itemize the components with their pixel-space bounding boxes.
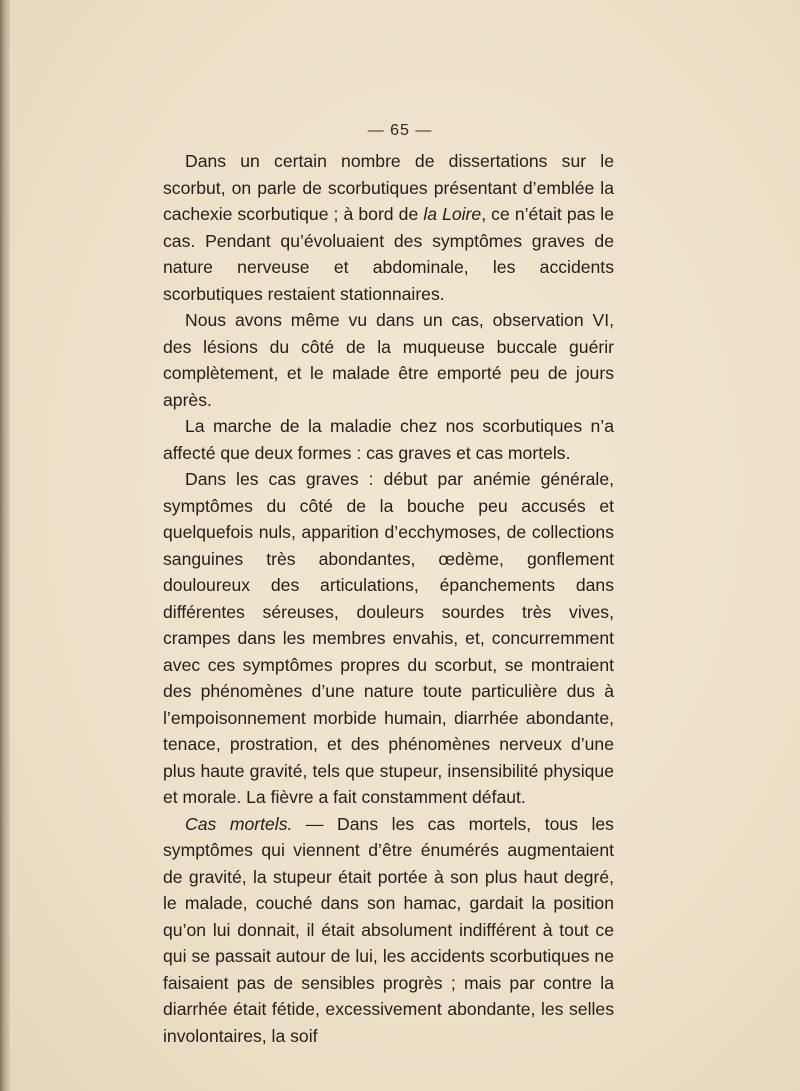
text-run: , ce n’était pas le cas. Pendant qu’évoluaient des symptômes graves de nature nerveuse et abdominale, les accidents scorbutiques restaient stationnaires. — [163, 204, 614, 304]
paragraph — [163, 148, 614, 307]
italic-text: la Loire — [423, 204, 482, 224]
text-run: Dans un certain nombre de dissertations sur le scorbut, on parle de scorbutiques présentant d’emblée la cachexie scorbutique ; à bord de — [163, 151, 614, 224]
text-run: Nous avons même vu dans un cas, observation VI, des lésions du côté de la muqueuse buccale guérir complètement, et le malade être emporté peu de jours après. — [163, 310, 614, 410]
paragraph — [163, 413, 614, 466]
binding-edge — [0, 0, 10, 1091]
text-run: — Dans les cas mortels, tous les symptômes qui viennent d’être énumérés augmentaient de gravité, la stupeur était portée à son plus haut degré, le malade, couché dans son hamac, gardait la position qu’on lui donnait, il était absolument indifférent à tout ce qui se passait autour de lui, les accidents scorbutiques ne faisaient pas de sensibles progrès ; mais par contre la diarrhée était fétide, excessivement abondante, les selles involontaires, la soif — [163, 813, 614, 1046]
body-text — [163, 148, 614, 1049]
page-number: — 65 — — [367, 122, 433, 139]
paragraph — [163, 307, 614, 413]
paragraph — [163, 466, 614, 811]
text-run: La marche de la maladie chez nos scorbutiques n’a affecté que deux formes : cas graves et cas mortels. — [163, 416, 614, 463]
italic-text: Cas mortels. — [185, 813, 293, 834]
paragraph — [163, 811, 614, 1050]
text-run: Dans les cas graves : début par anémie générale, symptômes du côté de la bouche peu accusés et quelquefois nuls, apparition d’ecchymoses, de collections sanguines très abondantes, œdème, gonflement douloureux des articulations, épanchements dans différentes séreuses, douleurs sourdes très vives, crampes dans les membres envahis, et, concurremment avec ces symptômes propres du scorbut, se montraient des phénomènes d’une nature toute particulière dus à l’empoisonnement morbide humain, diarrhée abondante, tenace, prostration, et des phénomènes nerveux d’une plus haute gravité, tels que stupeur, insensibilité physique et morale. La fièvre a fait constamment défaut. — [163, 469, 614, 807]
